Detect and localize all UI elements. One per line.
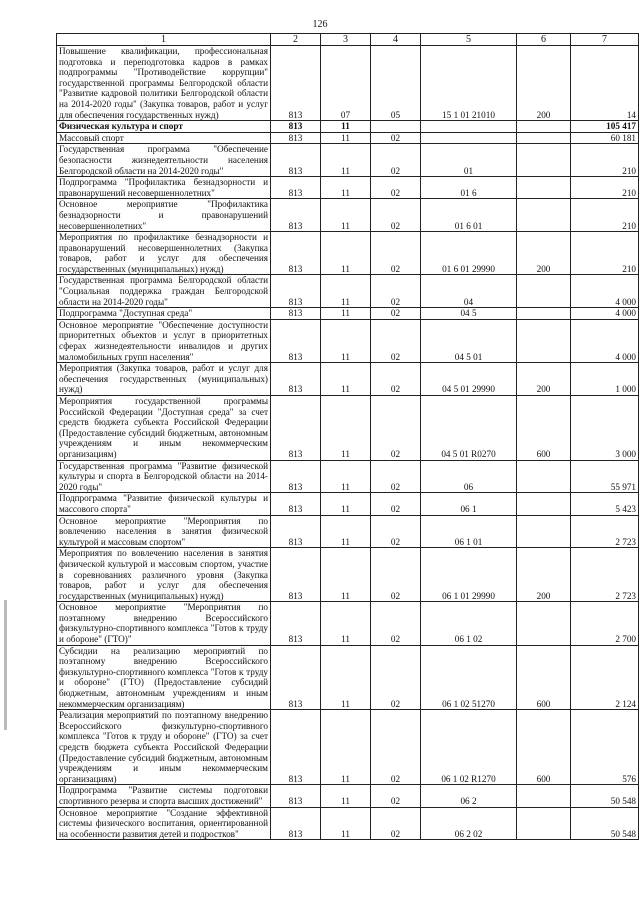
- row-name: Подпрограмма "Развитие системы подготовки спортивного резерва и спорта высших достижений": [57, 785, 271, 807]
- row-target-article: 04 5 01 R0270: [421, 396, 517, 461]
- row-code: 813: [271, 319, 321, 362]
- row-section: 11: [321, 199, 371, 232]
- row-target-article: 01 6 01 29990: [421, 232, 517, 275]
- row-expense-type: [517, 515, 571, 548]
- row-amount: 576: [571, 710, 639, 785]
- row-amount: 210: [571, 177, 639, 199]
- row-target-article: [421, 121, 517, 133]
- row-section: 11: [321, 275, 371, 308]
- row-target-article: 06 1 02 R1270: [421, 710, 517, 785]
- header-col-1: 1: [57, 34, 271, 46]
- row-amount: 50 548: [571, 785, 639, 807]
- row-code: 813: [271, 132, 321, 144]
- row-name: Основное мероприятие "Создание эффективной системы физического воспитания, ориентированной на особенности развития детей и подростков": [57, 807, 271, 840]
- table-row: [57, 548, 639, 602]
- row-subsection: 02: [371, 396, 421, 461]
- table-body: [57, 46, 639, 840]
- row-target-article: 04 5: [421, 308, 517, 320]
- table-row: [57, 132, 639, 144]
- row-code: 813: [271, 460, 321, 493]
- row-target-article: 06 1 02: [421, 602, 517, 645]
- row-code: 813: [271, 807, 321, 840]
- row-code: 813: [271, 177, 321, 199]
- row-section: 11: [321, 602, 371, 645]
- row-code: 813: [271, 363, 321, 396]
- row-code: 813: [271, 144, 321, 177]
- row-section: 11: [321, 807, 371, 840]
- row-name: Массовый спорт: [57, 132, 271, 144]
- row-expense-type: 600: [517, 396, 571, 461]
- row-amount: 3 000: [571, 396, 639, 461]
- row-expense-type: [517, 602, 571, 645]
- row-amount: 210: [571, 199, 639, 232]
- row-expense-type: [517, 785, 571, 807]
- row-target-article: 04 5 01 29990: [421, 363, 517, 396]
- row-name: Основное мероприятие "Мероприятия по вовлечению населения в занятия физической культурой и массовым спортом": [57, 515, 271, 548]
- row-target-article: 04: [421, 275, 517, 308]
- row-subsection: 02: [371, 807, 421, 840]
- row-amount: 210: [571, 232, 639, 275]
- row-expense-type: [517, 177, 571, 199]
- row-subsection: 02: [371, 308, 421, 320]
- row-section: 11: [321, 493, 371, 515]
- row-amount: 4 000: [571, 308, 639, 320]
- table-row: [57, 275, 639, 308]
- budget-table: [56, 33, 639, 840]
- row-expense-type: [517, 493, 571, 515]
- table-row: [57, 460, 639, 493]
- row-expense-type: 200: [517, 363, 571, 396]
- row-code: 813: [271, 396, 321, 461]
- row-target-article: 06 1 01: [421, 515, 517, 548]
- header-col-5: 5: [421, 34, 517, 46]
- row-amount: 1 000: [571, 363, 639, 396]
- row-target-article: 06: [421, 460, 517, 493]
- row-expense-type: [517, 199, 571, 232]
- row-subsection: 02: [371, 132, 421, 144]
- row-code: 813: [271, 710, 321, 785]
- table-row: [57, 785, 639, 807]
- row-expense-type: [517, 319, 571, 362]
- table-row: [57, 319, 639, 362]
- header-col-3: 3: [321, 34, 371, 46]
- row-expense-type: 200: [517, 46, 571, 121]
- row-section: 11: [321, 785, 371, 807]
- row-section: 11: [321, 177, 371, 199]
- row-expense-type: [517, 308, 571, 320]
- row-code: 813: [271, 121, 321, 133]
- row-code: 813: [271, 275, 321, 308]
- row-section: 11: [321, 121, 371, 133]
- row-subsection: [371, 121, 421, 133]
- row-target-article: [421, 132, 517, 144]
- row-subsection: 02: [371, 602, 421, 645]
- row-amount: 60 181: [571, 132, 639, 144]
- row-subsection: 02: [371, 460, 421, 493]
- table-row: [57, 308, 639, 320]
- row-name: Мероприятия (Закупка товаров, работ и услуг для обеспечения государственных (муниципальных) нужд): [57, 363, 271, 396]
- row-section: 11: [321, 363, 371, 396]
- row-subsection: 02: [371, 319, 421, 362]
- row-code: 813: [271, 46, 321, 121]
- row-expense-type: [517, 121, 571, 133]
- row-target-article: 06 1: [421, 493, 517, 515]
- row-code: 813: [271, 515, 321, 548]
- row-target-article: 06 1 01 29990: [421, 548, 517, 602]
- row-name: Основное мероприятие "Мероприятия по поэтапному внедрению Всероссийского физкультурно-спортивного комплекса "Готов к труду и обороне" (ГТО)": [57, 602, 271, 645]
- row-target-article: 06 2: [421, 785, 517, 807]
- row-expense-type: [517, 144, 571, 177]
- row-section: 11: [321, 319, 371, 362]
- row-expense-type: [517, 275, 571, 308]
- row-section: 11: [321, 515, 371, 548]
- row-amount: 2 700: [571, 602, 639, 645]
- row-subsection: 02: [371, 645, 421, 710]
- row-target-article: 04 5 01: [421, 319, 517, 362]
- row-target-article: 01 6 01: [421, 199, 517, 232]
- row-amount: 2 124: [571, 645, 639, 710]
- row-subsection: 02: [371, 144, 421, 177]
- row-name: Физическая культура и спорт: [57, 121, 271, 133]
- row-expense-type: 600: [517, 710, 571, 785]
- row-section: 11: [321, 232, 371, 275]
- row-subsection: 02: [371, 493, 421, 515]
- table-row: [57, 645, 639, 710]
- row-subsection: 02: [371, 785, 421, 807]
- row-subsection: 05: [371, 46, 421, 121]
- table-row: [57, 177, 639, 199]
- row-subsection: 02: [371, 548, 421, 602]
- row-name: Мероприятия по профилактике безнадзорности и правонарушений несовершеннолетних (Закупка товаров, работ и услуг для обеспечения государственных (муниципальных) нужд): [57, 232, 271, 275]
- row-name: Подпрограмма "Профилактика безнадзорности и правонарушений несовершеннолетних": [57, 177, 271, 199]
- page-number: 126: [312, 19, 328, 30]
- row-subsection: 02: [371, 177, 421, 199]
- row-amount: 50 548: [571, 807, 639, 840]
- table-row: [57, 493, 639, 515]
- row-name: Реализация мероприятий по поэтапному внедрению Всероссийского физкультурно-спортивного комплекса "Готов к труду и обороне" (ГТО) за счет средств бюджета субъекта Российской Федерации (Предоставление субсидий бюджетным, автономным учреждениям и иным некоммерческим организациям): [57, 710, 271, 785]
- row-section: 11: [321, 548, 371, 602]
- row-code: 813: [271, 645, 321, 710]
- row-section: 07: [321, 46, 371, 121]
- row-name: Основное мероприятие "Профилактика безнадзорности и правонарушений несовершеннолетних": [57, 199, 271, 232]
- table-row: [57, 46, 639, 121]
- row-name: Государственная программа Белгородской области "Социальная поддержка граждан Белгородской области на 2014-2020 годы": [57, 275, 271, 308]
- row-code: 813: [271, 493, 321, 515]
- row-code: 813: [271, 602, 321, 645]
- row-subsection: 02: [371, 363, 421, 396]
- row-section: 11: [321, 144, 371, 177]
- row-name: Субсидии на реализацию мероприятий по поэтапному внедрению Всероссийского физкультурно-спортивного комплекса "Готов к труду и обороне" (ГТО) (Предоставление субсидий бюджетным, автономным учреждениям и иным некоммерческим организациям): [57, 645, 271, 710]
- row-section: 11: [321, 396, 371, 461]
- row-name: Мероприятия по вовлечению населения в занятия физической культурой и массовым спортом, участие в соревнованиях различного уровня (Закупка товаров, работ и услуг для обеспечения государственных (муниципальных) нужд): [57, 548, 271, 602]
- row-expense-type: 200: [517, 232, 571, 275]
- row-subsection: 02: [371, 199, 421, 232]
- row-expense-type: 600: [517, 645, 571, 710]
- row-section: 11: [321, 645, 371, 710]
- row-section: 11: [321, 460, 371, 493]
- table-row: [57, 396, 639, 461]
- row-name: Государственная программа "Обеспечение безопасности жизнедеятельности населения Белгородской области на 2014-2020 годы": [57, 144, 271, 177]
- row-code: 813: [271, 232, 321, 275]
- table-row: [57, 807, 639, 840]
- header-col-7: 7: [571, 34, 639, 46]
- row-amount: 210: [571, 144, 639, 177]
- row-target-article: 15 1 01 21010: [421, 46, 517, 121]
- table-row: [57, 144, 639, 177]
- row-target-article: 06 2 02: [421, 807, 517, 840]
- row-code: 813: [271, 199, 321, 232]
- header-col-4: 4: [371, 34, 421, 46]
- row-name: Подпрограмма "Доступная среда": [57, 308, 271, 320]
- row-section: 11: [321, 132, 371, 144]
- row-subsection: 02: [371, 515, 421, 548]
- row-expense-type: 200: [517, 548, 571, 602]
- table-header-row: [57, 34, 639, 46]
- table-row: [57, 199, 639, 232]
- row-amount: 4 000: [571, 275, 639, 308]
- row-name: Повышение квалификации, профессиональная подготовка и переподготовка кадров в рамках подпрограммы "Противодействие коррупции" государственной программы Белгородской области "Развитие кадровой политики Белгородской области на 2014-2020 годы" (Закупка товаров, работ и услуг для обеспечения государственных нужд): [57, 46, 271, 121]
- header-col-6: 6: [517, 34, 571, 46]
- row-code: 813: [271, 785, 321, 807]
- row-name: Мероприятия государственной программы Российской Федерации "Доступная среда" за счет средств бюджета субъекта Российской Федерации (Предоставление субсидий бюджетным, автономным учреждениям и иным некоммерческим организациям): [57, 396, 271, 461]
- row-code: 813: [271, 548, 321, 602]
- row-amount: 55 971: [571, 460, 639, 493]
- table-row: [57, 363, 639, 396]
- row-code: 813: [271, 308, 321, 320]
- row-amount: 4 000: [571, 319, 639, 362]
- table-row: [57, 232, 639, 275]
- row-amount: 2 723: [571, 548, 639, 602]
- row-amount: 2 723: [571, 515, 639, 548]
- row-subsection: 02: [371, 275, 421, 308]
- header-col-2: 2: [271, 34, 321, 46]
- table-row: [57, 710, 639, 785]
- row-target-article: 01 6: [421, 177, 517, 199]
- row-amount: 14: [571, 46, 639, 121]
- scan-margin-mark: [4, 600, 7, 730]
- row-target-article: 06 1 02 51270: [421, 645, 517, 710]
- row-name: Основное мероприятие "Обеспечение доступности приоритетных объектов и услуг в приоритетных сферах жизнедеятельности инвалидов и других маломобильных групп населения": [57, 319, 271, 362]
- row-amount: 5 423: [571, 493, 639, 515]
- row-name: Государственная программа "Развитие физической культуры и спорта в Белгородской области на 2014-2020 годы": [57, 460, 271, 493]
- table-row: [57, 515, 639, 548]
- row-subsection: 02: [371, 710, 421, 785]
- row-expense-type: [517, 132, 571, 144]
- table-row: [57, 121, 639, 133]
- table-row: [57, 602, 639, 645]
- row-subsection: 02: [371, 232, 421, 275]
- row-expense-type: [517, 807, 571, 840]
- row-amount: 105 417: [571, 121, 639, 133]
- row-section: 11: [321, 710, 371, 785]
- row-section: 11: [321, 308, 371, 320]
- row-target-article: 01: [421, 144, 517, 177]
- row-name: Подпрограмма "Развитие физической культуры и массового спорта": [57, 493, 271, 515]
- row-expense-type: [517, 460, 571, 493]
